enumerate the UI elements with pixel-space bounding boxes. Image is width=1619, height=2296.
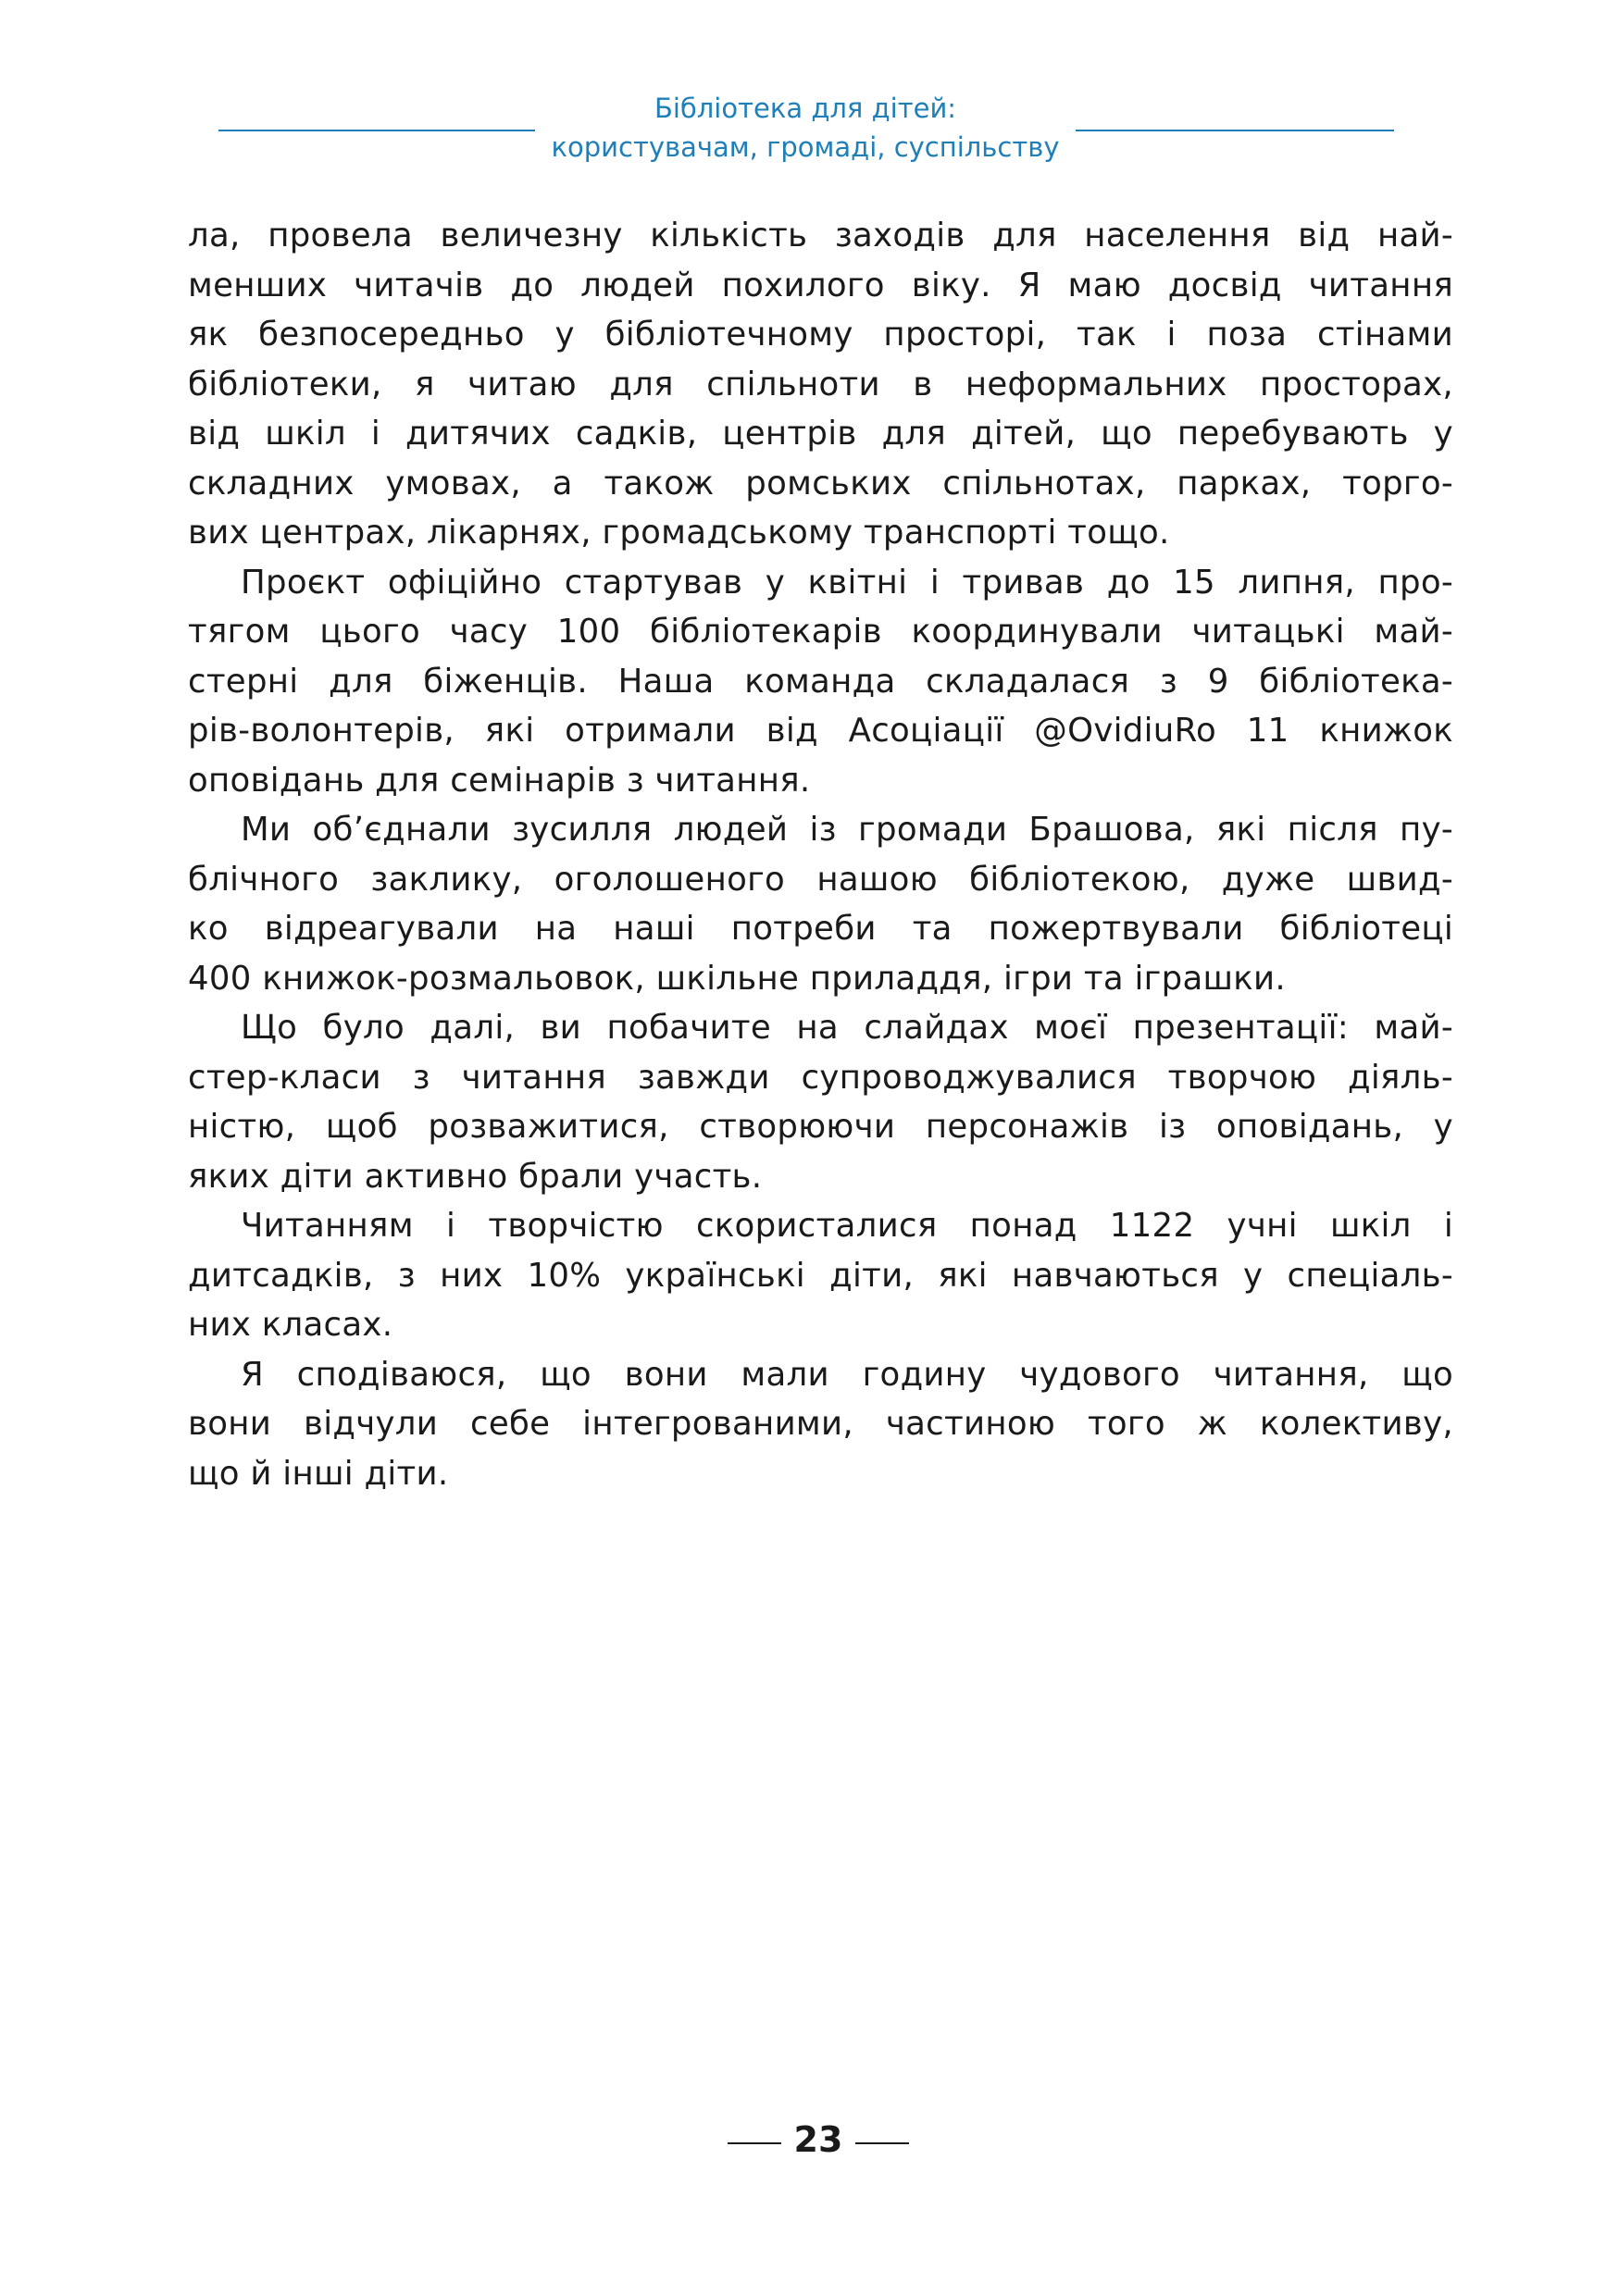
paragraph — [188, 1350, 1453, 1499]
text-line: що й інші діти. — [188, 1454, 449, 1493]
text-line: блічного заклику, оголошеного нашою бібліотекою, дуже швид- — [188, 860, 1453, 899]
text-line: вих центрах, лікарнях, громадському транспорті тощо. — [188, 514, 1170, 552]
paragraph — [188, 1201, 1453, 1350]
book-title — [535, 89, 1076, 167]
text-line: яких діти активно брали участь. — [188, 1157, 763, 1196]
header-rule-right — [1076, 130, 1394, 131]
text-line: ністю, щоб розважитися, створюючи персонажів із оповідань, у — [188, 1108, 1453, 1146]
text-line: менших читачів до людей похилого віку. Я маю досвід читання — [188, 266, 1453, 304]
paragraph — [188, 1003, 1453, 1201]
text-line: тягом цього часу 100 бібліотекарів координували читацькі май- — [188, 613, 1453, 651]
text-line: Я сподіваюся, що вони мали годину чудового читання, що — [241, 1355, 1453, 1394]
footer-rule-right — [855, 2142, 909, 2144]
text-line: складних умовах, а також ромських спільнотах, парках, торго- — [188, 464, 1453, 503]
text-line: Проєкт офіційно стартував у квітні і тривав до 15 липня, про- — [241, 563, 1453, 602]
header-rule-left — [218, 130, 535, 131]
text-line: від шкіл і дитячих садків, центрів для дітей, що перебувають у — [188, 415, 1453, 453]
text-line: Що було далі, ви побачите на слайдах моєї презентації: май- — [241, 1009, 1453, 1047]
text-line: 400 книжок-розмальовок, шкільне приладдя, ігри та іграшки. — [188, 959, 1286, 998]
text-line: рів-волонтерів, які отримали від Асоціації @OvidiuRo 11 книжок — [188, 712, 1453, 750]
page-footer — [0, 2113, 1619, 2168]
text-line: стерні для біженців. Наша команда складалася з 9 бібліотека- — [188, 662, 1453, 701]
running-header — [0, 89, 1619, 172]
text-line: ко відреагували на наші потреби та пожертвували бібліотеці — [188, 910, 1453, 948]
text-line: як безпосередньо у бібліотечному просторі, так і поза стінами — [188, 316, 1453, 354]
text-line: них класах. — [188, 1306, 393, 1344]
paragraph — [188, 558, 1453, 806]
body-text — [188, 211, 1453, 1498]
text-line: Читанням і творчістю скористалися понад 1122 учні шкіл і — [241, 1207, 1453, 1245]
book-title-line-1: Бібліотека для дітей: — [654, 93, 957, 124]
text-line: ла, провела величезну кількість заходів для населення від най- — [188, 217, 1453, 254]
text-line: стер-класи з читання завжди супроводжувалися творчою діяль- — [188, 1058, 1453, 1097]
paragraph — [188, 211, 1453, 558]
book-title-line-2: користувачам, громаді, суспільству — [551, 131, 1060, 163]
text-line: бібліотеки, я читаю для спільноти в неформальних просторах, — [188, 365, 1453, 403]
text-line: Ми об’єднали зусилля людей із громади Брашова, які після пу- — [241, 811, 1453, 849]
text-line: дитсадків, з них 10% українські діти, які навчаються у спеціаль- — [188, 1256, 1453, 1295]
paragraph — [188, 805, 1453, 1003]
text-line: оповідань для семінарів з читання. — [188, 761, 811, 800]
footer-rule-left — [728, 2142, 781, 2144]
text-line: вони відчули себе інтегрованими, частиною того ж колективу, — [188, 1405, 1453, 1443]
page-number: 23 — [793, 2119, 843, 2160]
